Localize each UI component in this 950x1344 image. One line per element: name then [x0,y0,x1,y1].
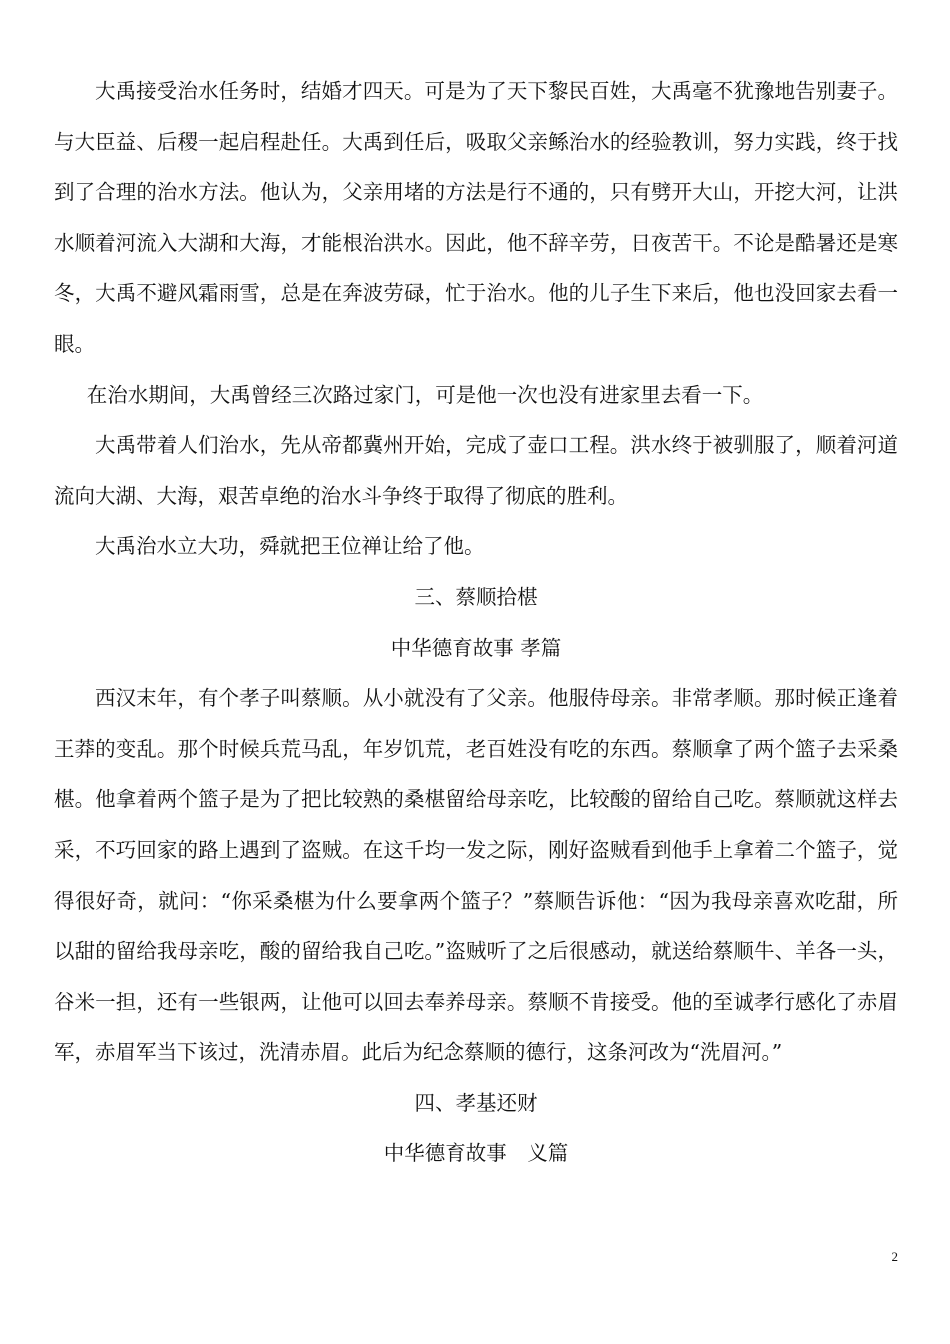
paragraph-dayu-three-passes: 在治水期间，大禹曾经三次路过家门，可是他一次也没有进家里去看一下。 [86,382,764,407]
paragraph-dayu-task: 大禹接受治水任务时，结婚才四天。可是为了天下黎民百姓，大禹毫不犹豫地告别妻子。与大臣益、后稷一起启程赴任。大禹到任后，吸取父亲鲧治水的经验教训，努力实践，终于找到了合理的治水方法。他认为，父亲用堵的方法是行不通的，只有劈开大山，开挖大河，让洪水顺着河流入大湖和大海，才能根治洪水。因此，他不辞辛劳，日夜苦干。不论是酷暑还是寒冬，大禹不避风霜雨雪，总是在奔波劳碌，忙于治水。他的儿子生下来后，他也没回家去看一眼。 [54,79,898,356]
page-number: 2 [891,1249,898,1264]
section-three-subtitle: 中华德育故事 孝篇 [390,635,562,660]
document-body [54,66,898,1179]
section-four-title: 四、孝基还财 [414,1090,538,1115]
paragraph-dayu-success: 大禹带着人们治水，先从帝都冀州开始，完成了壶口工程。洪水终于被驯服了，顺着河道流向大湖、大海，艰苦卓绝的治水斗争终于取得了彻底的胜利。 [54,433,898,508]
section-three-title: 三、蔡顺拾椹 [414,584,538,609]
paragraph-caishun-story: 西汉末年，有个孝子叫蔡顺。从小就没有了父亲。他服侍母亲。非常孝顺。那时候正逢着王莽的变乱。那个时候兵荒马乱，年岁饥荒，老百姓没有吃的东西。蔡顺拿了两个篮子去采桑椹。他拿着两个篮子是为了把比较熟的桑椹留给母亲吃，比较酸的留给自己吃。蔡顺就这样去采，不巧回家的路上遇到了盗贼。在这千均一发之际，刚好盗贼看到他手上拿着二个篮子，觉得很好奇，就问：“你采桑椹为什么要拿两个篮子？”蔡顺告诉他：“因为我母亲喜欢吃甜，所以甜的留给我母亲吃，酸的留给我自己吃。”盗贼听了之后很感动，就送给蔡顺牛、羊各一头，谷米一担，还有一些银两，让他可以回去奉养母亲。蔡顺不肯接受。他的至诚孝行感化了赤眉军，赤眉军当下该过，洗清赤眉。此后为纪念蔡顺的德行，这条河改为“洗眉河。” [54,686,898,1065]
section-four-subtitle: 中华德育故事 义篇 [383,1141,569,1166]
paragraph-dayu-throne: 大禹治水立大功，舜就把王位禅让给了他。 [95,534,485,559]
